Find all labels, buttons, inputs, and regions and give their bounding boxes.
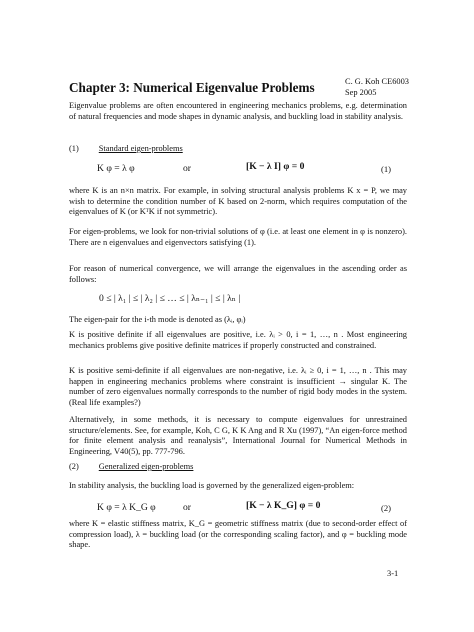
section-2-heading bbox=[69, 462, 193, 471]
positive-definite-paragraph: K is positive definite if all eigenvalues are positive, i.e. λᵢ > 0, i = 1, …, n . Most engineering mechanics problems give positive definite matrices if properly constructed and constrained. bbox=[69, 330, 407, 350]
intro-paragraph: Eigenvalue problems are often encountered in engineering mechanics problems, e.g. determination of natural frequencies and mode shapes in dynamic analysis, and buckling load in stability analysis. bbox=[69, 101, 407, 121]
course-date: Sep 2005 bbox=[345, 87, 377, 97]
section-1-number: (1) bbox=[69, 144, 79, 153]
nontrivial-paragraph: For eigen-problems, we look for non-trivial solutions of φ (i.e. at least one element in φ is nonzero). There are n eigenvalues and eigenvectors satisfying (1). bbox=[69, 227, 407, 247]
equation-1-lhs: K φ = λ φ bbox=[97, 163, 135, 174]
section-1-title: Standard eigen-problems bbox=[98, 144, 183, 153]
page-number: 3-1 bbox=[387, 569, 399, 578]
equation-2-number: (2) bbox=[381, 503, 392, 513]
chapter-title: Chapter 3: Numerical Eigenvalue Problems bbox=[69, 80, 315, 95]
stability-paragraph: In stability analysis, the buckling load is governed by the generalized eigen-problem: bbox=[69, 481, 355, 490]
equation-1-number: (1) bbox=[381, 164, 392, 174]
equation-2-lhs: K φ = λ K_G φ bbox=[97, 502, 156, 513]
section-2-number: (2) bbox=[69, 462, 79, 471]
generalized-definitions-paragraph: where K = elastic stiffness matrix, K_G = geometric stiffness matrix (due to second-order effect of compression load), λ = buckling load (or the corresponding scaling factor), and φ = buckling mode shape. bbox=[69, 519, 407, 550]
course-info bbox=[345, 77, 409, 98]
section-1-heading bbox=[69, 144, 183, 153]
equation-2-rhs: [K − λ K_G] φ = 0 bbox=[246, 500, 321, 511]
eigenvalue-ordering-equation: 0 ≤ | λ₁ | ≤ | λ₂ | ≤ … ≤ | λₙ₋₁ | ≤ | λₙ | bbox=[99, 293, 241, 304]
equation-1-rhs: [K − λ I] φ = 0 bbox=[246, 161, 305, 172]
matrix-definition-paragraph: where K is an n×n matrix. For example, in solving structural analysis problems K x = P, we may wish to determine the condition number of K based on 2-norm, which requires computation of the eigenvalues of K (or KᵀK if not symmetric). bbox=[69, 186, 407, 217]
section-2-title: Generalized eigen-problems bbox=[98, 462, 194, 471]
eigen-pair-paragraph: The eigen-pair for the i-th mode is denoted as (λᵢ, φᵢ) bbox=[69, 315, 246, 324]
course-code: C. G. Koh CE6003 bbox=[345, 77, 409, 86]
equation-2-or: or bbox=[183, 502, 191, 513]
alternative-methods-paragraph: Alternatively, in some methods, it is necessary to compute eigenvalues for unrestrained structure/elements. See, for example, Koh, C G, K K Ang and R Xu (1997), “An eigen-force method for finite element analysis and reanalysis”, International Journal for Numerical Methods in Engineering, V40(5), pp. 777-796. bbox=[69, 415, 407, 456]
positive-semidefinite-paragraph: K is positive semi-definite if all eigenvalues are non-negative, i.e. λᵢ ≥ 0, i = 1, …, n . This may happen in engineering mechanics problems where constraint is insufficient → singular K. The number of zero eigenvalues normally corresponds to the number of rigid body modes in the system. (Real life examples?) bbox=[69, 366, 407, 407]
equation-1-or: or bbox=[183, 163, 191, 174]
ordering-paragraph: For reason of numerical convergence, we will arrange the eigenvalues in the ascending order as follows: bbox=[69, 264, 407, 284]
